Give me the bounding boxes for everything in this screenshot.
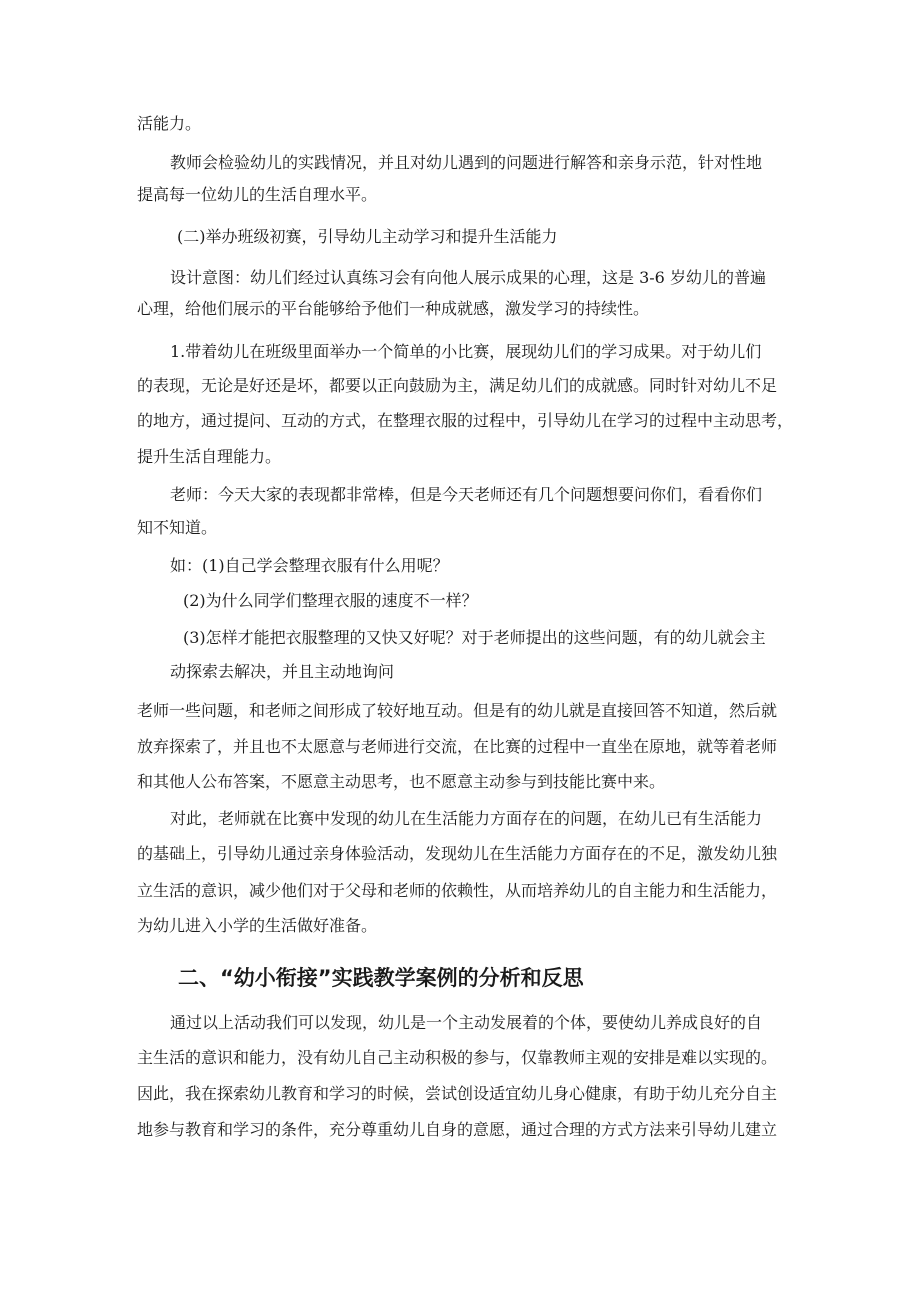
text-line: (3)怎样才能把衣服整理的又快又好呢？对于老师提出的这些问题，有的幼儿就会主 (183, 628, 766, 647)
text-line: 主生活的意识和能力，没有幼儿自己主动积极的参与，仅靠教师主观的安排是难以实现的。 (137, 1048, 778, 1067)
text-line: 心理，给他们展示的平台能够给予他们一种成就感，激发学习的持续性。 (137, 299, 650, 318)
text-line: 教师会检验幼儿的实践情况，并且对幼儿遇到的问题进行解答和亲身示范，针对性地 (170, 153, 763, 172)
text-line: 地参与教育和学习的条件，充分尊重幼儿自身的意愿，通过合理的方式方法来引导幼儿建立 (137, 1120, 778, 1139)
text-line: 老师一些问题，和老师之间形成了较好地互动。但是有的幼儿就是直接回答不知道，然后就 (137, 701, 778, 720)
text-line: 放弃探索了，并且也不太愿意与老师进行交流，在比赛的过程中一直坐在原地，就等着老师 (137, 737, 778, 756)
text-line: 对此，老师就在比赛中发现的幼儿在生活能力方面存在的问题，在幼儿已有生活能力 (170, 809, 763, 828)
text-line: 如：(1)自己学会整理衣服有什么用呢？ (170, 556, 449, 575)
text-line: 的基础上，引导幼儿通过亲身体验活动，发现幼儿在生活能力方面存在的不足，激发幼儿独 (137, 844, 778, 863)
text-line: 为幼儿进入小学的生活做好准备。 (137, 916, 378, 935)
text-line: 立生活的意识，减少他们对于父母和老师的依赖性，从而培养幼儿的自主能力和生活能力， (137, 881, 778, 900)
text-line: 的表现，无论是好还是坏，都要以正向鼓励为主，满足幼儿们的成就感。同时针对幼儿不足 (137, 376, 778, 395)
text-line: 提高每一位幼儿的生活自理水平。 (137, 185, 378, 204)
text-line: 提升生活自理能力。 (137, 447, 282, 466)
text-line: 1.带着幼儿在班级里面举办一个简单的小比赛，展现幼儿们的学习成果。对于幼儿们 (170, 342, 762, 361)
text-line: 的地方，通过提问、互动的方式，在整理衣服的过程中，引导幼儿在学习的过程中主动思考， (137, 411, 794, 430)
text-line: 通过以上活动我们可以发现，幼儿是一个主动发展着的个体，要使幼儿养成良好的自 (170, 1013, 763, 1032)
text-line: 老师：今天大家的表现都非常棒，但是今天老师还有几个问题想要问你们，看看你们 (170, 485, 763, 504)
text-line: 因此，我在探索幼儿教育和学习的时候，尝试创设适宜幼儿身心健康，有助于幼儿充分自主 (137, 1084, 778, 1103)
text-line: 设计意图：幼儿们经过认真练习会有向他人展示成果的心理，这是 3-6 岁幼儿的普遍 (170, 268, 766, 287)
text-line: 活能力。 (137, 114, 202, 133)
text-line: (2)为什么同学们整理衣服的速度不一样？ (183, 591, 478, 610)
text-line: 知不知道。 (137, 518, 218, 537)
text-line: 动探索去解决，并且主动地询问 (170, 662, 395, 681)
text-line: 和其他人公布答案，不愿意主动思考，也不愿意主动参与到技能比赛中来。 (137, 772, 666, 791)
subsection-heading: (二)举办班级初赛，引导幼儿主动学习和提升生活能力 (177, 227, 558, 246)
section-heading: 二、“幼小衔接”实践教学案例的分析和反思 (178, 966, 584, 990)
